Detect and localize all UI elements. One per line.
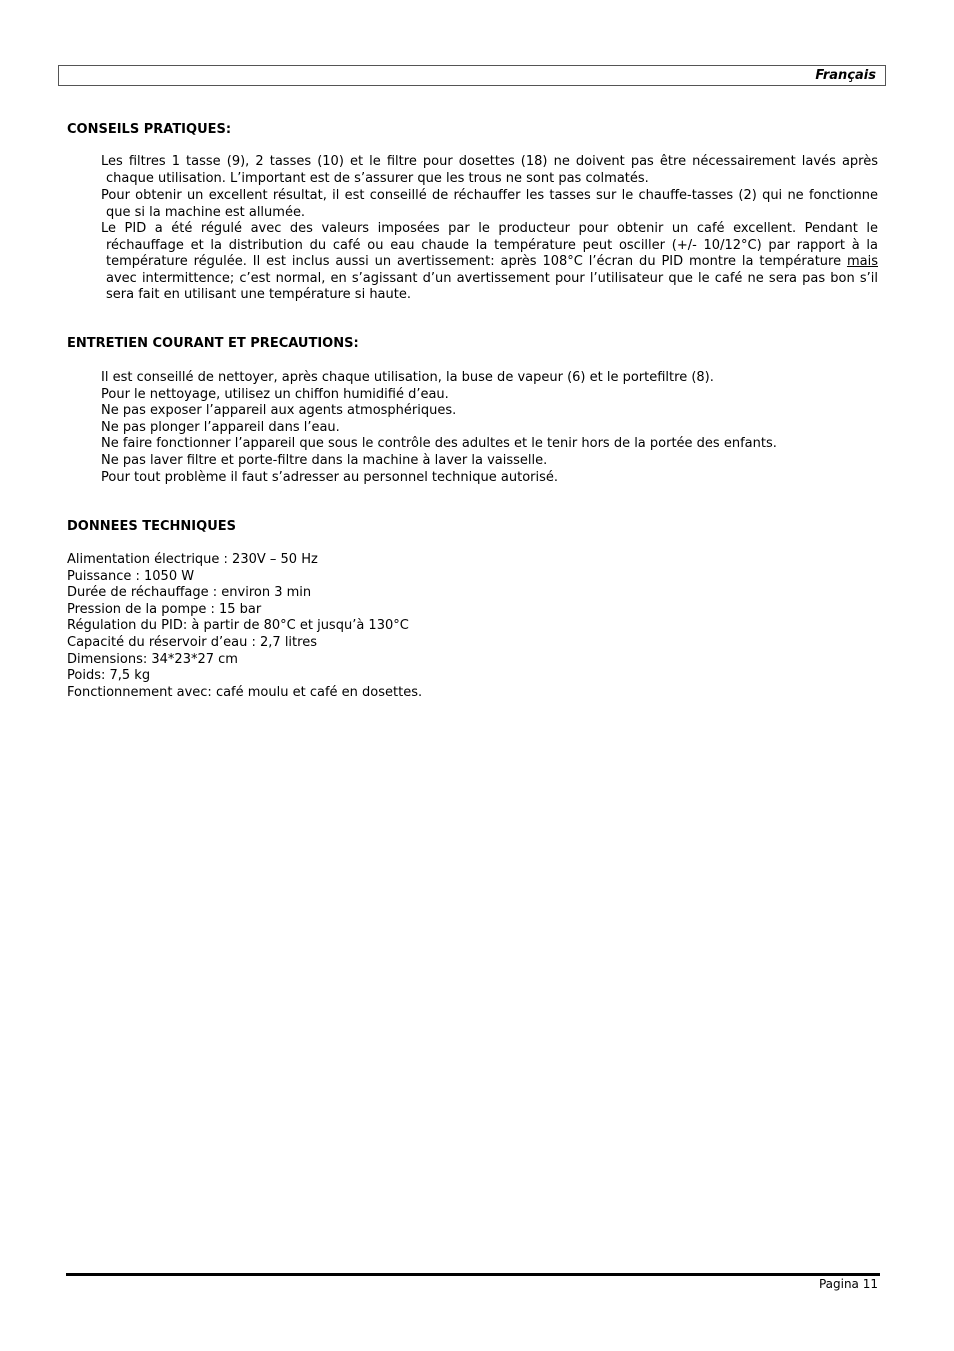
section-title-entretien: ENTRETIEN COURANT ET PRECAUTIONS:: [67, 336, 359, 351]
conseils-paragraph-2: Pour obtenir un excellent résultat, il est conseillé de réchauffer les tasses sur le chauffe-tasses (2) qui ne fonctionne que si la machine est allumée.: [101, 188, 878, 220]
entretien-line: Pour le nettoyage, utilisez un chiffon humidifié d’eau.: [101, 386, 449, 402]
spec-line: Durée de réchauffage : environ 3 min: [67, 585, 312, 601]
entretien-line: Il est conseillé de nettoyer, après chaque utilisation, la buse de vapeur (6) et le portefiltre (8).: [101, 370, 714, 385]
section-title-donnees: DONNEES TECHNIQUES: [67, 519, 236, 534]
conseils-paragraph-3-part-a: Le PID a été régulé avec des valeurs imposées par le producteur pour obtenir un café excellent. Pendant le réchauffage et la distribution du café ou eau chaude la température peut osciller (+/- 10/12°C) par rapport à la température régulée. Il est inclus aussi un avertissement: après 108°C l’écran du PID montre la température: [101, 221, 878, 270]
entretien-line: Pour tout problème il faut s’adresser au personnel technique autorisé.: [101, 469, 559, 485]
page-number: Pagina 11: [818, 1277, 878, 1291]
spec-line: Pression de la pompe : 15 bar: [67, 601, 262, 617]
spec-line: Puissance : 1050 W: [67, 568, 195, 584]
spec-line: Capacité du réservoir d’eau : 2,7 litres: [67, 635, 317, 650]
conseils-paragraph-3-part-b: avec intermittence; c’est normal, en s’agissant d’un avertissement pour l’utilisateur que le café ne sera pas bon s’il sera fait en utilisant une température si haute.: [106, 270, 878, 303]
footer-rule: [66, 1273, 880, 1276]
entretien-line: Ne pas laver filtre et porte-filtre dans la machine à laver la vaisselle.: [101, 453, 548, 468]
conseils-paragraph-1: Les filtres 1 tasse (9), 2 tasses (10) et le filtre pour dosettes (18) ne doivent pas être nécessairement lavés après chaque utilisation. L’important est de s’assurer que les trous ne sont pas colmatés.: [101, 154, 878, 186]
entretien-line: Ne faire fonctionner l’appareil que sous le contrôle des adultes et le tenir hors de la portée des enfants.: [101, 436, 777, 452]
conseils-paragraph-3: [101, 221, 878, 304]
entretien-line: Ne pas plonger l’appareil dans l’eau.: [101, 419, 340, 435]
conseils-paragraph-3-underlined: mais: [846, 254, 878, 270]
spec-line: Alimentation électrique : 230V – 50 Hz: [67, 552, 318, 567]
spec-line: Fonctionnement avec: café moulu et café en dosettes.: [67, 684, 423, 700]
spec-line: Régulation du PID: à partir de 80°C et jusqu’à 130°C: [67, 618, 409, 634]
section-title-conseils: CONSEILS PRATIQUES:: [67, 122, 232, 137]
header-box: [58, 65, 886, 86]
entretien-line: Ne pas exposer l’appareil aux agents atmosphériques.: [101, 403, 457, 419]
header-language: Français: [815, 68, 876, 83]
spec-line: Poids: 7,5 kg: [67, 668, 151, 684]
spec-line: Dimensions: 34*23*27 cm: [67, 651, 238, 667]
